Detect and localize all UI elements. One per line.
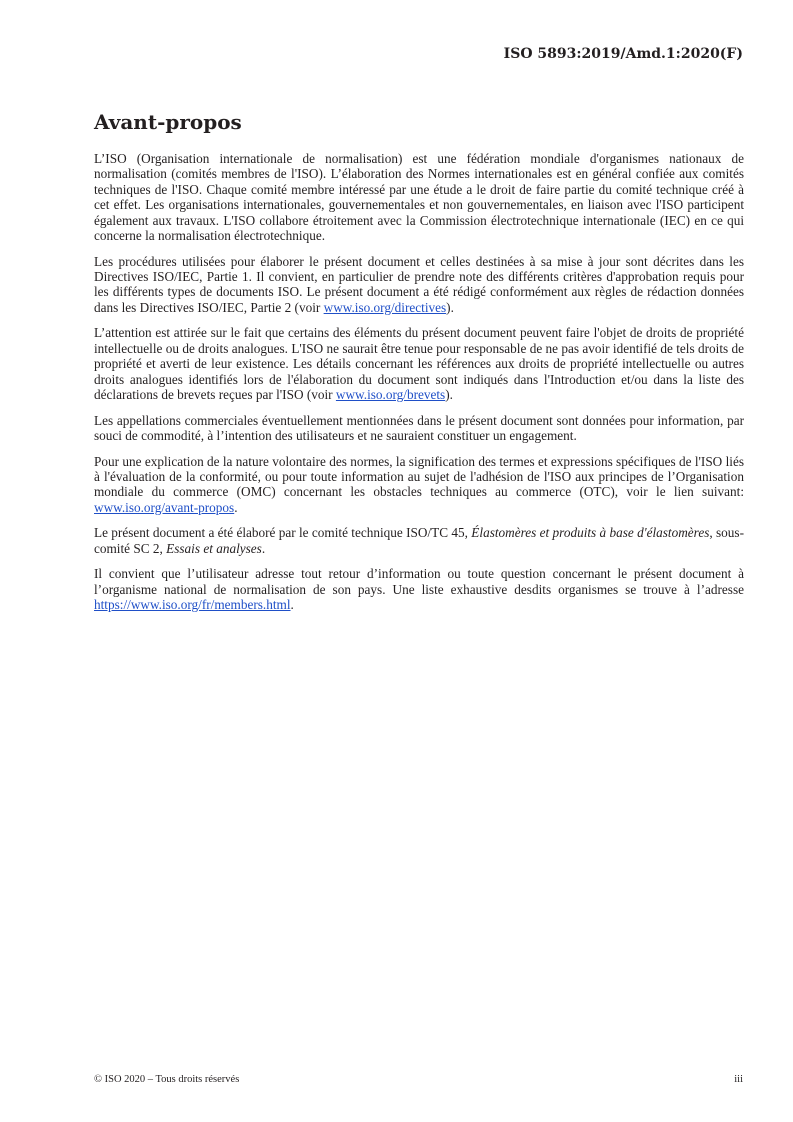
foreword-link[interactable]: www.iso.org/avant-propos xyxy=(94,499,235,515)
paragraph-text: ). xyxy=(446,299,454,315)
paragraph-feedback xyxy=(94,566,744,612)
paragraph-voluntary-nature xyxy=(94,454,744,516)
paragraph-procedures xyxy=(94,254,744,316)
paragraph-text: ). xyxy=(445,387,453,403)
paragraph-text: Les appellations commerciales éventuellement mentionnées dans le présent document sont données pour information, par souci de commodité, à l’intention des utilisateurs et ne sauraient constituer un engagement. xyxy=(94,412,744,444)
paragraph-text: Le présent document a été élaboré par le comité technique ISO/TC 45, xyxy=(94,525,472,541)
directives-link[interactable]: www.iso.org/directives xyxy=(323,299,447,315)
paragraph-text: Pour une explication de la nature volontaire des normes, la signification des termes et expressions spécifiques de l'ISO liés à l'évaluation de la conformité, ou pour toute information au sujet de l'adhésion de l'ISO aux principes de l’Organisation mondiale du commerce (OMC) concernant les obstacles techniques au commerce (OTC), voir le lien suivant: xyxy=(94,453,744,500)
paragraph-committee xyxy=(94,525,744,556)
paragraph-patent-rights xyxy=(94,325,744,402)
paragraph-text: Il convient que l’utilisateur adresse tout retour d’information ou toute question concernant le présent document à l’organisme national de normalisation de son pays. Une liste exhaustive desdits organismes se trouve à l’adresse xyxy=(94,566,744,597)
paragraph-trade-names xyxy=(94,413,744,444)
patents-link[interactable]: www.iso.org/brevets xyxy=(335,387,446,403)
subcommittee-title: Essais et analyses xyxy=(166,540,262,556)
members-link[interactable]: https://www.iso.org/fr/members.html xyxy=(94,597,291,613)
paragraph-text: . xyxy=(290,597,294,613)
footer-page-number: iii xyxy=(734,1074,743,1085)
committee-title: Élastomères et produits à base d'élastomères xyxy=(471,525,710,541)
paragraph-text: . xyxy=(234,499,238,515)
document-identifier: ISO 5893:2019/Amd.1:2020(F) xyxy=(503,46,743,62)
foreword-body xyxy=(94,151,744,623)
paragraph-text: . xyxy=(261,540,266,556)
paragraph-iso-organisation xyxy=(94,151,744,243)
footer-copyright: © ISO 2020 – Tous droits réservés xyxy=(94,1074,240,1085)
page-title: Avant-propos xyxy=(94,110,242,134)
paragraph-text: , sous-comité SC 2, xyxy=(94,525,744,556)
paragraph-text: L’ISO (Organisation internationale de normalisation) est une fédération mondiale d'organismes nationaux de normalisation (comités membres de l'ISO). L’élaboration des Normes internationales est en général confiée aux comités techniques de l'ISO. Chaque comité membre intéressé par une étude a le droit de faire partie du comité technique créé à cet effet. Les organisations internationales, gouvernementales et non gouvernementales, en liaison avec l'ISO participent également aux travaux. L'ISO collabore étroitement avec la Commission électrotechnique internationale (IEC) en ce qui concerne la normalisation électrotechnique. xyxy=(94,151,744,244)
paragraph-text: L’attention est attirée sur le fait que certains des éléments du présent document peuvent faire l'objet de droits de propriété intellectuelle ou de droits analogues. L'ISO ne saurait être tenue pour responsable de ne pas avoir identifié de tels droits de propriété et averti de leur existence. Les détails concernant les références aux droits de propriété intellectuelle ou autres droits analogues identifiés lors de l'élaboration du document sont indiqués dans l'Introduction et/ou dans la liste des déclarations de brevets reçues par l'ISO (voir xyxy=(94,325,744,403)
paragraph-text: Les procédures utilisées pour élaborer le présent document et celles destinées à sa mise à jour sont décrites dans les Directives ISO/IEC, Partie 1. Il convient, en particulier de prendre note des différents critères d'approbation requis pour les différents types de documents ISO. Le présent document a été rédigé conformément aux règles de rédaction données dans les Directives ISO/IEC, Partie 2 (voir xyxy=(94,253,744,315)
